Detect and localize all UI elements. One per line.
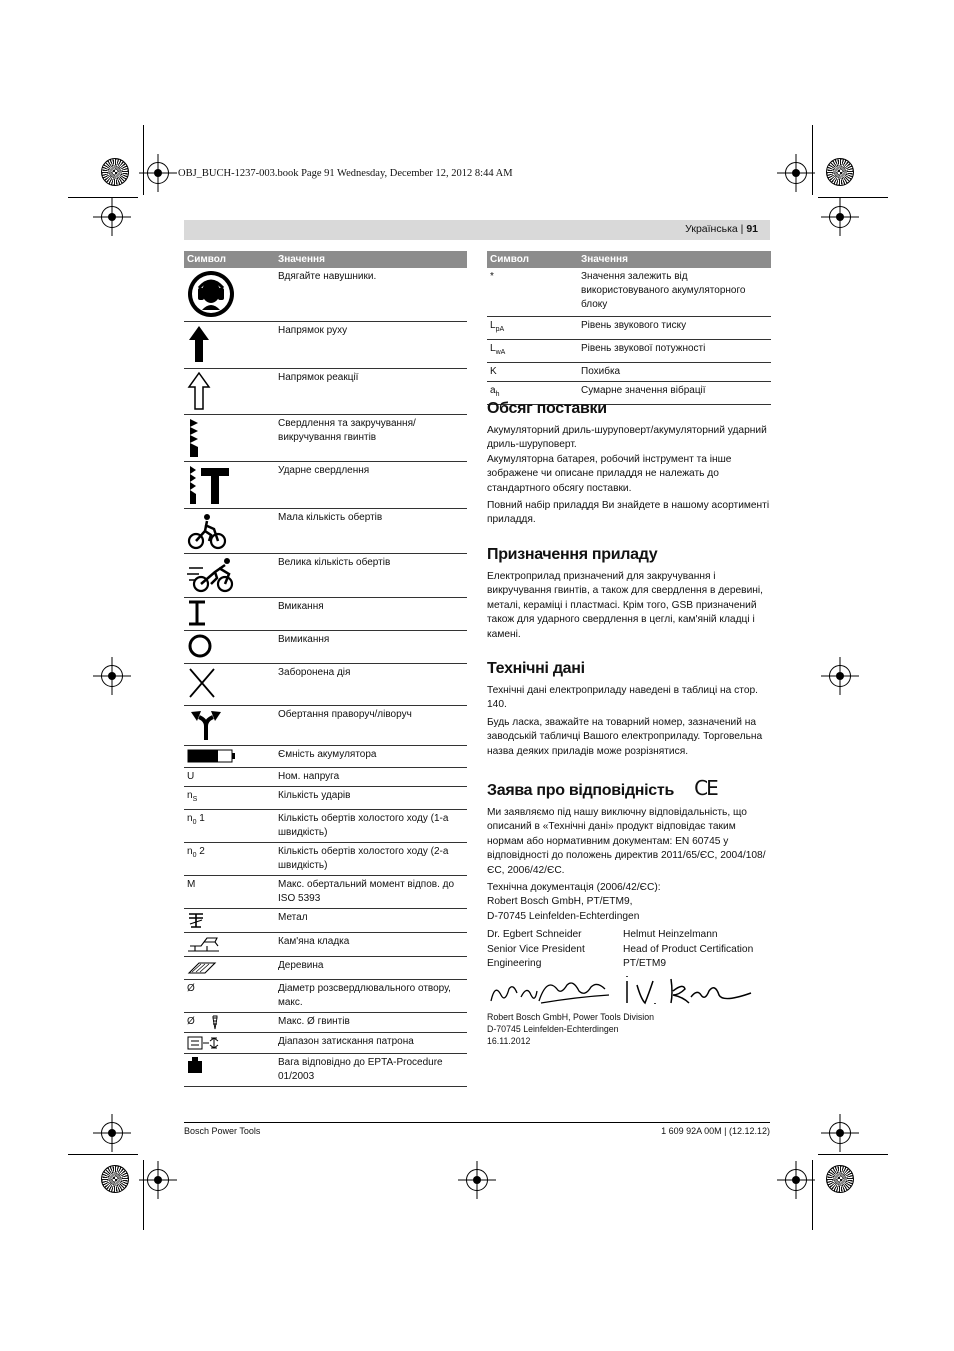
table-row: Вдягайте навушники. xyxy=(184,268,467,321)
section-heading: Технічні дані xyxy=(487,660,585,677)
table-row: $n_S$ Кількість ударів xyxy=(184,786,467,809)
crop-mark xyxy=(818,1154,888,1155)
table-row: K Похибка xyxy=(487,362,771,381)
registration-mark-icon xyxy=(147,1169,169,1191)
table-row: Ємність акумулятора xyxy=(184,745,467,767)
section-heading: Призначення приладу xyxy=(487,546,658,563)
chuck-range-icon xyxy=(187,1035,221,1051)
col-symbol: Символ xyxy=(487,251,578,268)
rotation-direction-icon xyxy=(187,708,225,742)
table-row: Обертання праворуч/ліворуч xyxy=(184,705,467,745)
table-row: Вмикання xyxy=(184,597,467,630)
crop-mark xyxy=(143,1160,144,1230)
header-language: Українська | 91 xyxy=(685,223,758,235)
switch-on-icon xyxy=(187,600,207,626)
wood-icon xyxy=(187,959,217,977)
table-row: Свердлення та закручування/викручування гвинтів xyxy=(184,414,467,461)
footer-docnumber: 1 609 92A 00M | (12.12.12) xyxy=(661,1126,770,1136)
symbols-table-2 xyxy=(487,251,771,405)
table-row: $L_{wA}$ Рівень звукової потужності xyxy=(487,339,771,362)
ear-protection-icon xyxy=(187,270,235,318)
crop-mark xyxy=(812,1160,813,1230)
tech-section: Технічні дані Технічні дані електроприладу наведені в таблиці на стор. 140. Будь ласка, зважайте на товарний номер, зазначений на заводській табличці Вашого електроприладу. Торговельна назва деяких приладів може розрізнятися. xyxy=(487,660,771,762)
table-row: Вага відповідно до EPTA-Procedure 01/2003 xyxy=(184,1053,467,1086)
table-row: Деревина xyxy=(184,956,467,979)
registration-mark-icon xyxy=(829,665,851,687)
crop-mark xyxy=(818,197,888,198)
table-row: M Макс. обертальний момент відпов. до ISO 5393 xyxy=(184,875,467,908)
table-row: $a_h$ Сумарне значення вібрації xyxy=(487,381,771,404)
metal-icon xyxy=(187,911,205,929)
col-symbol: Символ xyxy=(184,251,275,268)
weight-icon xyxy=(187,1056,203,1074)
prohibited-action-icon xyxy=(187,666,217,700)
registration-mark-icon xyxy=(147,162,169,184)
masonry-icon xyxy=(187,935,221,953)
movement-direction-icon xyxy=(187,324,211,364)
section-heading: Обсяг поставки xyxy=(487,400,607,417)
table-row: Ударне свердлення xyxy=(184,461,467,508)
conformity-section: Заява про відповідність CE Ми заявляємо під нашу виключну відповідальність, що описаний в «Технічні дані» продукт відповідає таким нормам або нормативним документам: EN 60745 у відповідності до положень директив 2011/65/ЄС, 2004/108/ЄС, 2006/42/ЄС. Технічна документація (2006/42/ЄС): Robert Bosch GmbH, PT/ETM9, D-70745 Leinfelden-Echterdingen Dr. Egbert Schneider Senior Vice President Engineering Helmut Heinzelmann Head of Product Certification PT/ETM9 Robert Bosch GmbH, Power Tools Division D-70745 Leinfelden-Echterdingen 16.11.2012 xyxy=(487,776,771,1047)
table-row: $n_0$ 1 Кількість обертів холостого ходу (1-а швидкість) xyxy=(184,809,467,842)
registration-mark-icon xyxy=(101,206,123,228)
table-row: Вимикання xyxy=(184,630,467,663)
battery-capacity-icon xyxy=(187,748,237,764)
registration-mark-icon xyxy=(101,1122,123,1144)
table-row: Кам'яна кладка xyxy=(184,932,467,956)
drilling-screwing-icon xyxy=(187,417,201,459)
crop-mark xyxy=(812,125,813,195)
table-row: $L_{pA}$ Рівень звукового тиску xyxy=(487,316,771,339)
handwritten-signatures xyxy=(487,973,757,1011)
footer-divider xyxy=(184,1122,770,1123)
signatories: Dr. Egbert Schneider Senior Vice President Engineering Helmut Heinzelmann Head of Product Certification PT/ETM9 xyxy=(487,929,754,970)
symbols-table xyxy=(184,251,467,1087)
table-row: U Ном. напруга xyxy=(184,767,467,786)
file-info: OBJ_BUCH-1237-003.book Page 91 Wednesday, December 12, 2012 8:44 AM xyxy=(178,168,513,179)
registration-mark-icon xyxy=(785,162,807,184)
table-row: Ø Діаметр розсвердлювального отвору, макс. xyxy=(184,979,467,1012)
registration-mark-icon xyxy=(785,1169,807,1191)
table-row: $n_0$ 2 Кількість обертів холостого ходу (2-а швидкість) xyxy=(184,842,467,875)
table-row: Заборонена дія xyxy=(184,663,467,705)
screw-icon xyxy=(210,1015,220,1030)
table-row: * Значення залежить від використовуваного акумуляторного блоку xyxy=(487,268,771,316)
registration-star-icon xyxy=(101,158,129,186)
impact-drilling-icon xyxy=(187,464,231,506)
crop-mark xyxy=(143,125,144,195)
table-row: Напрямок руху xyxy=(184,321,467,368)
page-header xyxy=(184,220,770,240)
registration-star-icon xyxy=(101,1165,129,1193)
footer-brand: Bosch Power Tools xyxy=(184,1126,261,1136)
purpose-section: Призначення приладу Електроприлад призначений для закручування і викручування гвинтів, а також для свердлення в деревині, металі, кераміці і пластмасі. Крім того, GSB призначений також для ударного свердлення в цеглі, кам'яній кладці і камені. xyxy=(487,546,771,645)
registration-mark-icon xyxy=(829,206,851,228)
ce-mark-icon: CE xyxy=(694,776,717,800)
table-row: Напрямок реакції xyxy=(184,368,467,414)
registration-mark-icon xyxy=(466,1169,488,1191)
switch-off-icon xyxy=(187,633,213,659)
low-speed-icon xyxy=(187,511,227,551)
table-row: Метал xyxy=(184,908,467,932)
registration-star-icon xyxy=(826,158,854,186)
crop-mark xyxy=(68,1154,138,1155)
reaction-direction-icon xyxy=(187,371,211,411)
high-speed-icon xyxy=(187,556,237,594)
table-row: Велика кількість обертів xyxy=(184,553,467,597)
registration-mark-icon xyxy=(101,665,123,687)
registration-mark-icon xyxy=(829,1122,851,1144)
col-meaning: Значення xyxy=(578,251,771,268)
registration-star-icon xyxy=(826,1165,854,1193)
table-row: Ø Макс. Ø гвинтів xyxy=(184,1012,467,1032)
delivery-section: Обсяг поставки Акумуляторний дриль-шуруповерт/акумуляторний ударний дриль-шуруповерт. Акумуляторна батарея, робочий інструмент та інше зображене чи описане приладдя не належать до стандартного обсягу поставки. Повний набір приладдя Ви знайдете в нашому асортименті приладдя. xyxy=(487,400,770,526)
table-row: Мала кількість обертів xyxy=(184,508,467,553)
crop-mark xyxy=(68,197,138,198)
col-meaning: Значення xyxy=(275,251,467,268)
section-heading: Заява про відповідність CE xyxy=(487,776,717,800)
table-row: Діапазон затискання патрона xyxy=(184,1032,467,1053)
